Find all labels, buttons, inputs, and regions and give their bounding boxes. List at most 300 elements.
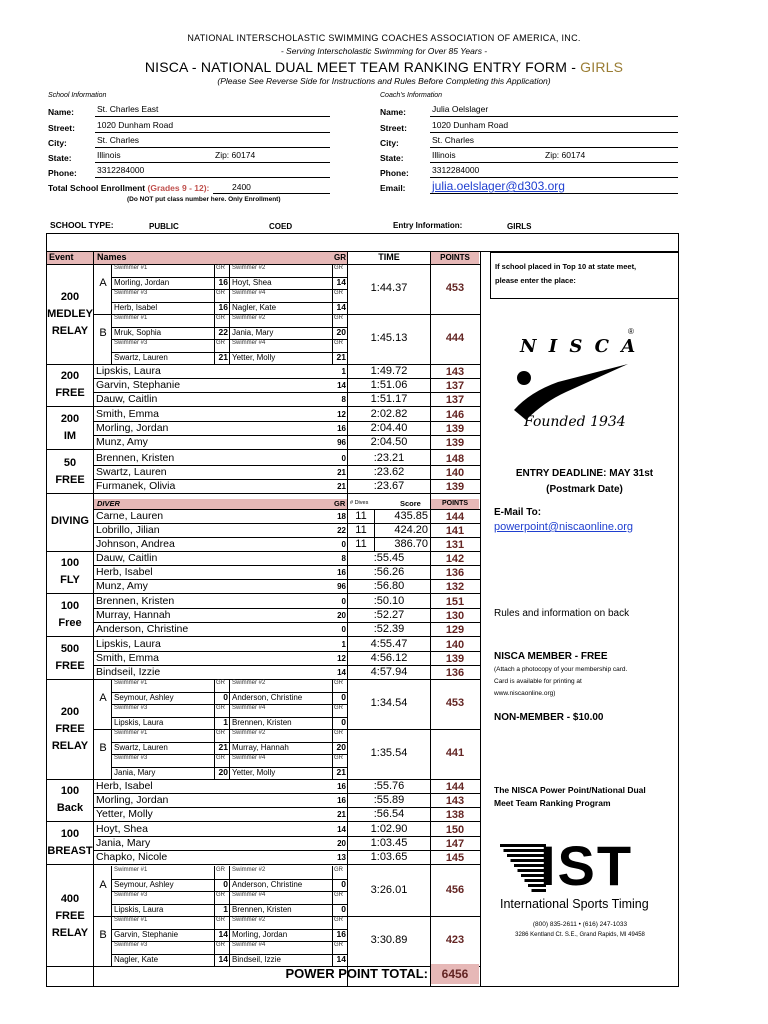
school-city-underline [95, 147, 330, 148]
school-phone-label: Phone: [48, 168, 77, 178]
school-city-label: City: [48, 138, 67, 148]
event-bottom-rule [46, 864, 480, 865]
free200-relay-1-points: 441 [445, 747, 465, 759]
ind3.0-row-0-gr: 16 [337, 782, 346, 791]
diving-row-1-gr: 22 [337, 526, 346, 535]
school-street-underline [95, 132, 330, 133]
ind3.0-row-2-name: Yetter, Molly [96, 808, 153, 820]
ind3.0-row-0-name: Herb, Isabel [96, 780, 153, 792]
coach-phone-label: Phone: [380, 168, 409, 178]
diving-header-gr: GR [334, 499, 346, 508]
ind3.0-row-2-time: :56.54 [373, 808, 405, 820]
ind3.0-row-0-time: :55.76 [373, 780, 405, 792]
free400-relay-0-label-s2: Swimmer #2 [232, 867, 266, 873]
free200-relay-b-label: B [99, 742, 107, 754]
medley-relay-0-label-gr1: GR [216, 265, 225, 271]
ind1.1-row-2-time: 2:04.50 [370, 436, 408, 448]
coach-state-label: State: [380, 153, 404, 163]
ind2.2-event-line-1: 500 [60, 643, 80, 655]
relay-row-rule [111, 717, 347, 718]
coach-name-label: Name: [380, 107, 406, 117]
medley-relay-0-s4: Nagler, Kate [232, 302, 277, 312]
ind2.0-row-0-gr: 8 [341, 554, 346, 563]
form-title [0, 59, 768, 75]
ind2.1-row-1-time: :52.27 [373, 609, 405, 621]
state-place-line-2: please enter the place: [495, 276, 576, 285]
relay-row-rule [111, 704, 347, 705]
school-state-underline [95, 162, 330, 163]
relay-row-rule [111, 767, 347, 768]
non-member-fee: NON-MEMBER - $10.00 [494, 712, 604, 723]
free400-relay-0-g2: 0 [341, 878, 346, 889]
coach-email-underline [430, 193, 678, 194]
entry-postmark: (Postmark Date) [546, 484, 623, 495]
relay-row-rule [111, 289, 347, 290]
free400-relay-1-label-s4: Swimmer #4 [232, 942, 266, 948]
school-street: 1020 Dunham Road [97, 120, 174, 130]
free200-relay-0-points: 453 [445, 697, 465, 709]
free400-relay-1-s4: Bindseil, Izzie [232, 954, 281, 964]
header-time: TIME [378, 252, 400, 262]
ind1.0-row-2-points: 137 [445, 394, 465, 406]
free200-event-line-2: FREE [55, 722, 85, 735]
medley-relay-1-time: 1:45.13 [370, 332, 408, 344]
free400-relay-0-s3: Lipskis, Laura [114, 904, 164, 914]
ind1.1-row-0-gr: 12 [337, 410, 346, 419]
diving-row-0-dives: 11 [355, 510, 367, 522]
enrollment-underline [213, 193, 330, 194]
ind2.2-row-2-points: 136 [445, 667, 465, 679]
free200-relay-1-label-s4: Swimmer #4 [232, 755, 266, 761]
ind1.2-row-2-time: :23.67 [373, 480, 405, 492]
free400-relay-1-label-s2: Swimmer #2 [232, 917, 266, 923]
medley-relay-0-label-gr2: GR [334, 265, 343, 271]
free200-relay-1-s3: Jania, Mary [114, 767, 156, 777]
medley-relay-1-s4: Yetter, Molly [232, 352, 276, 362]
medley-relay-a-label: A [99, 277, 107, 289]
coach-name: Julia Oelslager [432, 104, 489, 114]
event-bottom-rule [46, 821, 480, 822]
free400-relay-a-label: A [99, 879, 107, 891]
ind1.2-row-1-name: Swartz, Lauren [96, 466, 167, 478]
ind1.2-row-2-name: Furmanek, Olivia [96, 480, 176, 492]
coach-phone: 3312284000 [432, 165, 480, 175]
relay-row-rule [111, 302, 347, 303]
free200-relay-0-time: 1:34.54 [370, 697, 408, 709]
form-title-gender: GIRLS [580, 59, 624, 75]
ind1.1-row-1-points: 139 [445, 423, 465, 435]
ind3.1-row-0-gr: 14 [337, 825, 346, 834]
ind3.1-event-line-1: 100 [60, 828, 80, 840]
free200-relay-0-label-s1: Swimmer #1 [114, 680, 148, 686]
school-type-label: SCHOOL TYPE: [50, 220, 114, 230]
ind1.0-row-0-name: Lipskis, Laura [96, 365, 161, 377]
free200-relay-0-label-s3: Swimmer #3 [114, 705, 148, 711]
nisca-logo-registered: ® [628, 327, 634, 336]
row-rule [93, 479, 480, 480]
ind2.0-row-0-points: 142 [445, 553, 465, 565]
diving-header-points: POINTS [441, 500, 469, 507]
medley-relay-1-s1: Mruk, Sophia [114, 327, 162, 337]
ind3.0-event-line-1: 100 [60, 785, 80, 797]
relay-row-rule [111, 954, 347, 955]
relay-row-rule [111, 879, 347, 880]
free400-relay-b-label: B [99, 929, 107, 941]
enrollment-grades: (Grades 9 - 12): [147, 183, 210, 193]
coach-phone-underline [430, 177, 678, 178]
school-name-label: Name: [48, 107, 74, 117]
diving-header-fill [94, 499, 347, 509]
ind3.1-row-1-points: 147 [445, 838, 465, 850]
relay-row-rule [111, 754, 347, 755]
ind2.1-row-0-time: :50.10 [373, 595, 405, 607]
nisca-logo-word: N I S C A [520, 336, 639, 357]
coach-street-underline [430, 132, 678, 133]
total-divider [430, 964, 431, 986]
ind1.0-row-0-gr: 1 [341, 367, 346, 376]
ind1.2-row-2-gr: 21 [337, 482, 346, 491]
coach-name-underline [430, 116, 678, 117]
diving-row-0-score: 435.85 [394, 510, 428, 522]
free400-relay-1-label-gr1: GR [216, 942, 225, 948]
medley-event-line-2: MEDLEY [47, 307, 93, 320]
row-rule [93, 435, 480, 436]
header-names: Names [97, 252, 127, 262]
ind2.2-row-1-points: 139 [445, 653, 465, 665]
free200-relay-0-label-gr2: GR [334, 680, 343, 686]
free400-relay-1-label-gr2: GR [334, 942, 343, 948]
ist-address: 3286 Kentland Ct. S.E., Grand Rapids, MI 49458 [515, 932, 645, 938]
event-bottom-rule [46, 493, 480, 494]
event-bottom-rule [46, 636, 480, 637]
free200-relay-0-label-gr1: GR [216, 680, 225, 686]
coach-city-underline [430, 147, 678, 148]
ind2.1-row-0-name: Brennen, Kristen [96, 595, 175, 607]
coach-email: julia.oelslager@d303.org [432, 179, 565, 193]
school-gender-value: COED [269, 222, 293, 231]
ind2.1-row-2-time: :52.39 [373, 623, 405, 635]
coach-zip: Zip: 60174 [545, 150, 586, 160]
ind3.0-event-line-2: Back [56, 802, 84, 814]
ind1.2-row-0-name: Brennen, Kristen [96, 452, 175, 464]
free200-relay-1-s2: Murray, Hannah [232, 742, 289, 752]
ind1.1-row-0-time: 2:02.82 [370, 408, 408, 420]
free200-relay-0-g4: 0 [341, 716, 346, 727]
form-title-text: NISCA - NATIONAL DUAL MEET TEAM RANKING ENTRY FORM - [144, 59, 581, 75]
ind2.1-row-1-name: Murray, Hannah [96, 609, 171, 621]
medley-relay-0-time: 1:44.37 [370, 282, 408, 294]
entry-info-label: Entry Information: [393, 221, 463, 230]
ind2.2-row-0-name: Lipskis, Laura [96, 638, 161, 650]
coach-state-underline [430, 162, 678, 163]
ind1.2-row-0-time: :23.21 [373, 452, 405, 464]
free400-relay-0-points: 456 [445, 884, 465, 896]
free400-relay-1-label-s3: Swimmer #3 [114, 942, 148, 948]
school-name-underline [95, 116, 330, 117]
ind3.1-row-0-name: Hoyt, Shea [96, 823, 148, 835]
header-line-2: - Serving Interscholastic Swimming for Over 85 Years - [280, 46, 488, 56]
row-rule [93, 807, 480, 808]
ind2.2-row-1-name: Smith, Emma [96, 652, 160, 664]
free400-relay-0-g3: 1 [223, 903, 228, 914]
header-points: POINTS [440, 253, 470, 262]
medley-relay-1-points: 444 [445, 332, 465, 344]
free400-relay-0-label-gr1: GR [216, 892, 225, 898]
free400-relay-1-g3: 14 [218, 953, 228, 964]
row-rule [93, 421, 480, 422]
free200-relay-1-label-s1: Swimmer #1 [114, 730, 148, 736]
ind2.0-row-2-name: Munz, Amy [96, 580, 148, 592]
ind3.1-row-2-time: 1:03.65 [370, 851, 408, 863]
coach-street: 1020 Dunham Road [432, 120, 509, 130]
ind2.0-row-1-time: :56.26 [373, 566, 405, 578]
diving-row-1-points: 141 [445, 525, 465, 537]
ind1.0-event-line-2: FREE [55, 387, 85, 399]
program-line-1: The NISCA Power Point/National Dual [494, 785, 646, 795]
medley-relay-1-g4: 21 [336, 351, 346, 362]
ind2.2-row-2-name: Bindseil, Izzie [96, 666, 161, 678]
ind3.0-row-1-time: :55.89 [373, 794, 405, 806]
row-rule [93, 392, 480, 393]
ind3.1-event-line-2: BREAST [47, 845, 93, 857]
relay-row-rule [111, 929, 347, 930]
ind3.1-row-1-time: 1:03.45 [370, 837, 408, 849]
diving-row-2-name: Johnson, Andrea [96, 538, 175, 550]
ind2.0-row-1-gr: 16 [337, 568, 346, 577]
school-section-label: School Information [48, 92, 107, 99]
ist-company-name: International Sports Timing [500, 897, 649, 911]
ind2.2-row-1-time: 4:56.12 [370, 652, 408, 664]
medley-relay-0-s1: Morling, Jordan [114, 277, 170, 287]
medley-relay-0-label-s1: Swimmer #1 [114, 265, 148, 271]
ind2.2-row-0-points: 140 [445, 639, 465, 651]
diving-row-1-name: Lobrillo, Jilian [96, 524, 160, 536]
free200-relay-1-label-gr2: GR [334, 755, 343, 761]
free400-relay-1-g4: 14 [336, 953, 346, 964]
ind2.2-row-2-gr: 14 [337, 668, 346, 677]
medley-relay-1-label-s2: Swimmer #2 [232, 315, 266, 321]
free400-relay-0-g4: 0 [341, 903, 346, 914]
medley-relay-0-s2: Hoyt, Shea [232, 277, 272, 287]
medley-relay-0-label-gr1: GR [216, 290, 225, 296]
relay-row-rule [111, 277, 347, 278]
medley-relay-1-g3: 21 [218, 351, 228, 362]
medley-relay-0-g4: 14 [336, 301, 346, 312]
free200-relay-a-label: A [99, 692, 107, 704]
diving-row-0-points: 144 [445, 511, 465, 523]
event-bottom-rule [46, 406, 480, 407]
row-rule [93, 651, 480, 652]
free200-event-line-1: 200 [60, 705, 80, 718]
medley-event-line-3: RELAY [51, 324, 89, 337]
free200-relay-1-label-gr1: GR [216, 755, 225, 761]
free400-relay-1-label-s1: Swimmer #1 [114, 917, 148, 923]
event-bottom-rule [46, 593, 480, 594]
school-phone: 3312284000 [97, 165, 145, 175]
ind1.1-row-1-gr: 16 [337, 424, 346, 433]
ind3.0-row-1-name: Morling, Jordan [96, 794, 169, 806]
ind2.0-event-line-1: 100 [60, 557, 80, 569]
ind1.2-row-1-points: 140 [445, 467, 465, 479]
relay-row-rule [111, 742, 347, 743]
diving-event: DIVING [51, 515, 89, 527]
ind2.0-row-2-gr: 96 [337, 582, 346, 591]
ind1.2-row-0-points: 148 [445, 453, 465, 465]
diving-row-1-score: 424.20 [394, 524, 428, 536]
diving-dives-divider [374, 509, 375, 551]
free200-relay-1-time: 1:35.54 [370, 747, 408, 759]
ind1.1-row-2-points: 139 [445, 437, 465, 449]
email-to-link[interactable]: powerpoint@niscaonline.org [494, 521, 633, 533]
free200-relay-0-s1: Seymour, Ashley [114, 692, 174, 702]
relay-row-rule [111, 352, 347, 353]
medley-relay-0-s3: Herb, Isabel [114, 302, 158, 312]
relay-row-rule [111, 941, 347, 942]
free200-relay-1-label-s2: Swimmer #2 [232, 730, 266, 736]
free200-event-line-3: RELAY [51, 739, 89, 752]
free400-relay-0-label-gr1: GR [216, 867, 225, 873]
row-rule [93, 537, 480, 538]
school-city: St. Charles [97, 135, 140, 145]
email-to-label: E-Mail To: [494, 507, 542, 518]
free200-relay-1-label-s3: Swimmer #3 [114, 755, 148, 761]
medley-relay-1-label-gr2: GR [334, 315, 343, 321]
ind2.1-row-1-gr: 20 [337, 611, 346, 620]
member-note-2: Card is available for printing at [494, 678, 582, 685]
diving-row-2-dives: 11 [355, 538, 367, 550]
col-event-divider [93, 251, 94, 987]
ind1.1-row-1-time: 2:04.40 [370, 422, 408, 434]
ind2.0-event-line-2: FLY [60, 574, 80, 586]
row-rule [93, 665, 480, 666]
school-state-label: State: [48, 153, 72, 163]
ind2.1-event-line-1: 100 [60, 600, 80, 612]
header-event: Event [49, 252, 74, 262]
total-divider [480, 964, 481, 986]
ind3.1-row-2-name: Chapko, Nicole [96, 851, 168, 863]
relay-bottom-rule [93, 729, 480, 730]
diving-row-2-points: 131 [445, 539, 465, 551]
medley-relay-0-g1: 16 [218, 276, 228, 287]
ind2.0-row-1-name: Herb, Isabel [96, 566, 153, 578]
enrollment-label [48, 183, 209, 193]
diving-row-2-gr: 0 [341, 540, 346, 549]
ind3.1-row-1-name: Jania, Mary [96, 837, 151, 849]
ind1.1-event-line-1: 200 [60, 413, 80, 425]
diving-row-2-score: 386.70 [394, 538, 428, 550]
free200-relay-1-label-gr2: GR [334, 730, 343, 736]
medley-relay-1-label-s4: Swimmer #4 [232, 340, 266, 346]
free400-event-line-1: 400 [60, 892, 80, 905]
ind3.0-row-2-gr: 21 [337, 810, 346, 819]
free200-relay-0-label-s4: Swimmer #4 [232, 705, 266, 711]
ind3.1-row-0-points: 150 [445, 824, 465, 836]
ind1.0-row-2-gr: 8 [341, 395, 346, 404]
ind1.0-row-0-points: 143 [445, 366, 465, 378]
ind2.1-row-1-points: 130 [445, 610, 465, 622]
free400-relay-0-s2: Anderson, Christine [232, 879, 303, 889]
state-place-line-1: If school placed in Top 10 at state meet, [495, 262, 637, 271]
nisca-founded: Founded 1934 [524, 414, 626, 430]
row-rule [93, 850, 480, 851]
medley-relay-1-label-s3: Swimmer #3 [114, 340, 148, 346]
ind1.2-row-1-time: :23.62 [373, 466, 405, 478]
free400-relay-0-s4: Brennen, Kristen [232, 904, 292, 914]
ind3.0-row-0-points: 144 [445, 781, 465, 793]
header-line-3: (Please See Reverse Side for Instructions and Rules Before Completing this Application) [217, 76, 551, 86]
medley-relay-1-label-gr1: GR [216, 340, 225, 346]
free400-relay-0-label-s4: Swimmer #4 [232, 892, 266, 898]
member-free: NISCA MEMBER - FREE [494, 651, 608, 662]
ind1.2-event-line-2: FREE [55, 474, 85, 486]
free200-relay-1-s4: Yetter, Molly [232, 767, 276, 777]
free200-relay-1-label-gr1: GR [216, 730, 225, 736]
diving-header-score: Score [400, 499, 421, 508]
coach-city-label: City: [380, 138, 399, 148]
ind2.2-row-0-gr: 1 [341, 640, 346, 649]
medley-relay-1-g2: 20 [336, 326, 346, 337]
relay-bottom-rule [93, 916, 480, 917]
free200-relay-1-g2: 20 [336, 741, 346, 752]
ind2.2-row-1-gr: 12 [337, 654, 346, 663]
free400-event-line-3: RELAY [51, 926, 89, 939]
ind3.0-row-1-gr: 16 [337, 796, 346, 805]
free400-relay-1-label-gr2: GR [334, 917, 343, 923]
free200-relay-0-label-gr1: GR [216, 705, 225, 711]
header-gr: GR [334, 253, 346, 262]
row-rule [93, 565, 480, 566]
free400-relay-1-label-gr1: GR [216, 917, 225, 923]
ind3.1-row-2-gr: 13 [337, 853, 346, 862]
ind1.0-event-line-1: 200 [60, 370, 80, 382]
ind3.1-row-1-gr: 20 [337, 839, 346, 848]
enrollment-label-text: Total School Enrollment [48, 183, 148, 193]
ind2.0-row-2-points: 132 [445, 581, 465, 593]
ind1.0-row-1-name: Garvin, Stephanie [96, 379, 181, 391]
free200-relay-1-g1: 21 [218, 741, 228, 752]
ist-logo-text: IST [540, 834, 634, 897]
ind2.1-row-2-name: Anderson, Christine [96, 623, 189, 635]
ind1.0-row-1-time: 1:51.06 [370, 379, 408, 391]
free400-relay-0-label-s1: Swimmer #1 [114, 867, 148, 873]
free200-relay-0-s4: Brennen, Kristen [232, 717, 292, 727]
relay-row-rule [111, 339, 347, 340]
header-line-1: NATIONAL INTERSCHOLASTIC SWIMMING COACHES ASSOCIATION OF AMERICA, INC. [187, 33, 581, 43]
ind2.1-event-line-2: Free [58, 617, 82, 629]
relay-row-rule [111, 327, 347, 328]
row-rule [93, 608, 480, 609]
diving-row-0-name: Carne, Lauren [96, 510, 164, 522]
ind2.0-row-1-points: 136 [445, 567, 465, 579]
free400-event-line-2: FREE [55, 909, 85, 922]
relay-bottom-rule [93, 314, 480, 315]
coach-city: St. Charles [432, 135, 475, 145]
row-rule [93, 523, 480, 524]
free200-relay-0-label-s2: Swimmer #2 [232, 680, 266, 686]
medley-relay-1-g1: 22 [218, 326, 228, 337]
ist-phone: (800) 835-2611 • (616) 247-1033 [532, 921, 628, 928]
ind3.0-row-2-points: 138 [445, 809, 465, 821]
free400-relay-0-s1: Seymour, Ashley [114, 879, 174, 889]
ind2.0-row-2-time: :56.80 [373, 580, 405, 592]
free400-relay-1-g2: 16 [336, 928, 346, 939]
row-rule [93, 579, 480, 580]
ind2.1-row-2-points: 129 [445, 624, 465, 636]
ind2.0-row-0-time: :55.45 [373, 552, 405, 564]
ind1.2-row-1-gr: 21 [337, 468, 346, 477]
coach-state: Illinois [432, 150, 456, 160]
ind1.1-row-2-name: Munz, Amy [96, 436, 148, 448]
